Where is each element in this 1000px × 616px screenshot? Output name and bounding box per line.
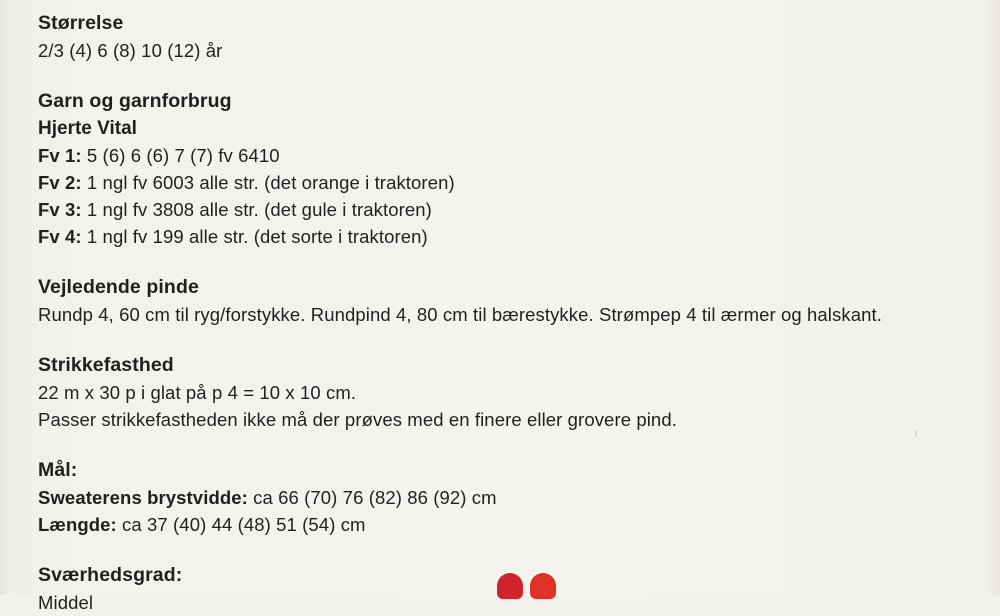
section-garn-og-garnforbrug [38, 88, 978, 250]
page-left-edge-shading [0, 0, 10, 595]
spacer [38, 64, 978, 88]
section-line [38, 196, 978, 223]
line-text: ca 37 (40) 44 (48) 51 (54) cm [116, 514, 366, 535]
line-label: Fv 1: [38, 145, 82, 166]
line-label: Længde: [38, 514, 117, 535]
section-line [38, 142, 978, 169]
document-body [38, 10, 978, 616]
section-heading: Mål: [38, 459, 78, 481]
bleed-through-text [330, 552, 890, 570]
section-line: 22 m x 30 p i glat på p 4 = 10 x 10 cm. [38, 382, 357, 403]
line-label: Sweaterens brystvidde: [38, 487, 248, 508]
section-heading: Vejledende pinde [38, 276, 199, 298]
red-shape-left [497, 573, 523, 599]
section-heading: Strikkefasthed [38, 354, 174, 376]
line-label: Fv 2: [38, 172, 82, 193]
spacer [38, 433, 978, 457]
section-heading: Sværhedsgrad: [38, 564, 183, 586]
section-line [38, 223, 978, 250]
spacer [38, 250, 978, 274]
section-strikkefasthed [38, 352, 978, 433]
section-heading: Størrelse [38, 12, 124, 34]
section-line: Middel [38, 592, 94, 613]
section-line: Passer strikkefastheden ikke må der prøves med en finere eller grovere pind. [38, 409, 677, 430]
line-text: 1 ngl fv 3808 alle str. (det gule i traktoren) [81, 199, 432, 220]
section-stoerrelse [38, 10, 978, 64]
line-text: 1 ngl fv 199 alle str. (det sorte i traktoren) [81, 226, 428, 247]
section-maal [38, 457, 978, 538]
section-line [38, 484, 978, 511]
line-text: 5 (6) 6 (6) 7 (7) fv 6410 [81, 145, 280, 166]
spacer [38, 328, 978, 352]
section-vejledende-pinde [38, 274, 978, 328]
section-line: Rundp 4, 60 cm til ryg/forstykke. Rundpind 4, 80 cm til bærestykke. Strømpep 4 til ærmer og halskant. [38, 304, 882, 325]
section-line [38, 169, 978, 196]
section-heading: Garn og garnforbrug [38, 90, 232, 112]
section-subheading: Hjerte Vital [38, 118, 137, 139]
line-text: 1 ngl fv 6003 alle str. (det orange i traktoren) [81, 172, 455, 193]
page-right-edge-shading [986, 0, 1000, 595]
line-label: Fv 3: [38, 199, 82, 220]
line-text: ca 66 (70) 76 (82) 86 (92) cm [247, 487, 497, 508]
section-line [38, 511, 978, 538]
section-line: 2/3 (4) 6 (8) 10 (12) år [38, 40, 223, 61]
red-shape-right [530, 573, 556, 599]
line-label: Fv 4: [38, 226, 82, 247]
